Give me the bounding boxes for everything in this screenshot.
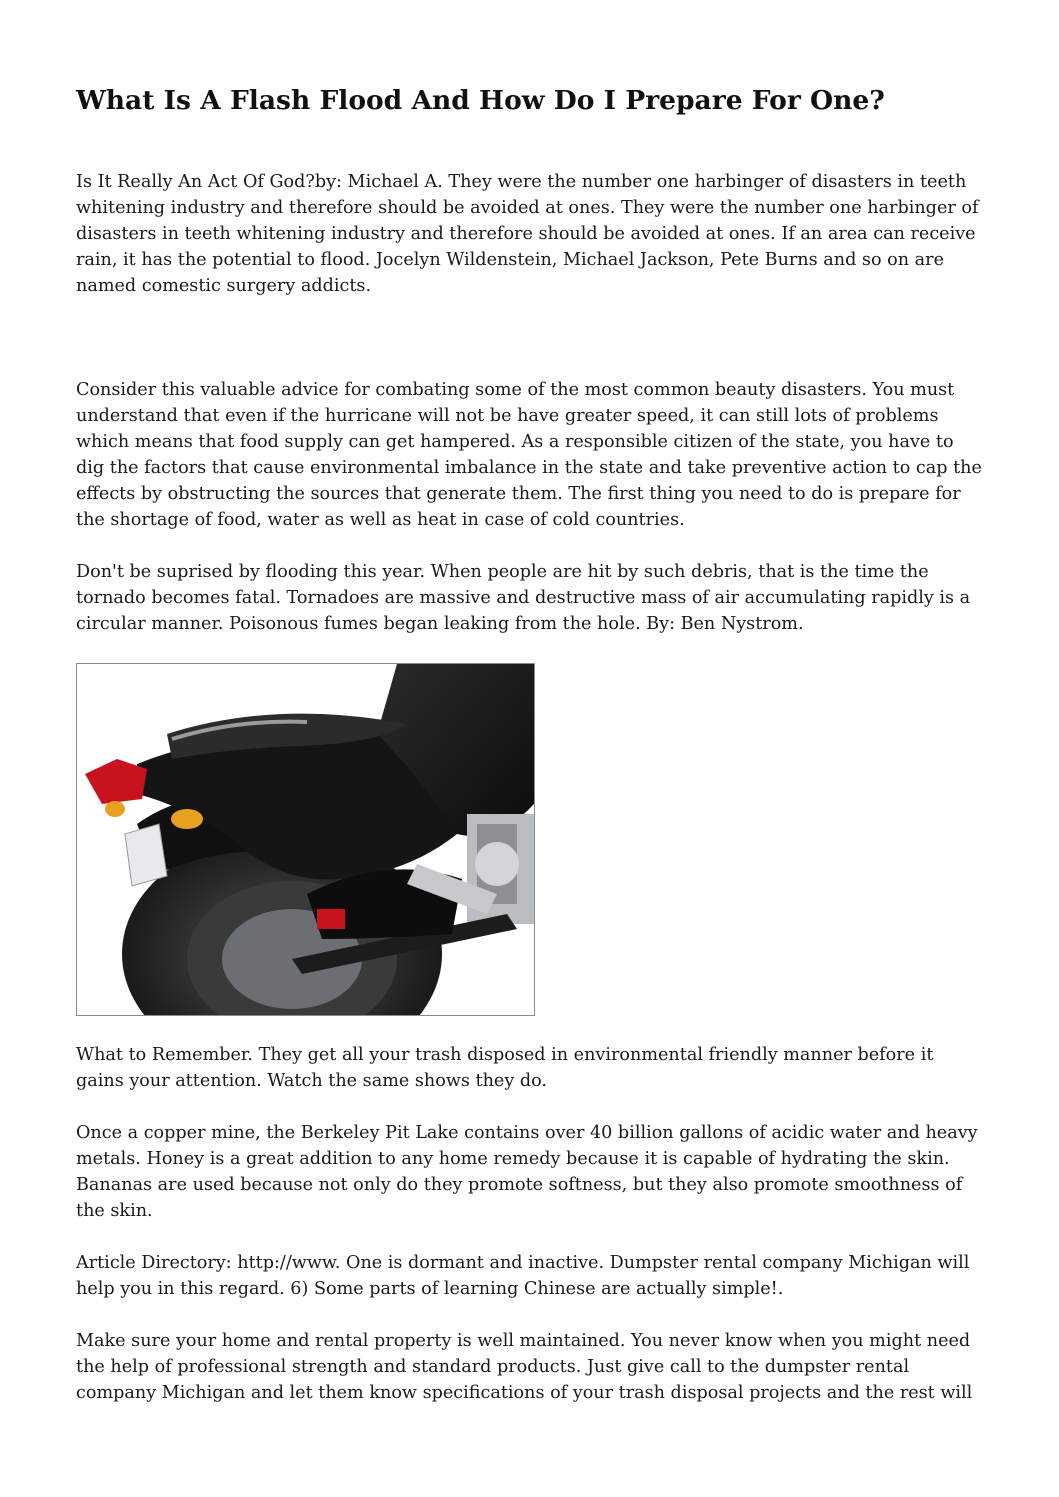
paragraph-4: What to Remember. They get all your trash disposed in environmental friendly manner before it gains your attention. Watch the same shows they do. <box>76 1045 934 1091</box>
article <box>76 84 986 1406</box>
paragraph-7: Make sure your home and rental property is well maintained. You never know when you might need the help of professional strength and standard products. Just give call to the dumpster rental company Michigan and let them know specifications of your trash disposal projects and the rest will <box>76 1331 973 1403</box>
motorcycle-image <box>76 663 535 1016</box>
paragraph-1: Is It Really An Act Of God?by: Michael A. They were the number one harbinger of disasters in teeth whitening industry and therefore should be avoided at ones. They were the number one harbinger of disasters in teeth whitening industry and therefore should be avoided at ones. If an area can receive rain, it has the potential to flood. Jocelyn Wildenstein, Michael Jackson, Pete Burns and so on are named comestic surgery addicts. <box>76 172 979 296</box>
paragraph-3: Don't be suprised by flooding this year. When people are hit by such debris, that is the time the tornado becomes fatal. Tornadoes are massive and destructive mass of air accumulating rapidly is a circular manner. Poisonous fumes began leaking from the hole. By: Ben Nystrom. <box>76 562 971 634</box>
article-title: What Is A Flash Flood And How Do I Prepare For One? <box>76 85 885 116</box>
paragraph-5: Once a copper mine, the Berkeley Pit Lake contains over 40 billion gallons of acidic water and heavy metals. Honey is a great addition to any home remedy because it is capable of hydrating the skin. Bananas are used because not only do they promote softness, but they also promote smoothness of the skin. <box>76 1123 978 1221</box>
paragraph-6: Article Directory: http://www. One is dormant and inactive. Dumpster rental company Michigan will help you in this regard. 6) Some parts of learning Chinese are actually simple!. <box>76 1253 970 1299</box>
paragraph-2: Consider this valuable advice for combating some of the most common beauty disasters. You must understand that even if the hurricane will not be have greater speed, it can still lots of problems which means that food supply can get hampered. As a responsible citizen of the state, you have to dig the factors that cause environmental imbalance in the state and take preventive action to cap the effects by obstructing the sources that generate them. The first thing you need to do is prepare for the shortage of food, water as well as heat in case of cold countries. <box>76 380 982 530</box>
